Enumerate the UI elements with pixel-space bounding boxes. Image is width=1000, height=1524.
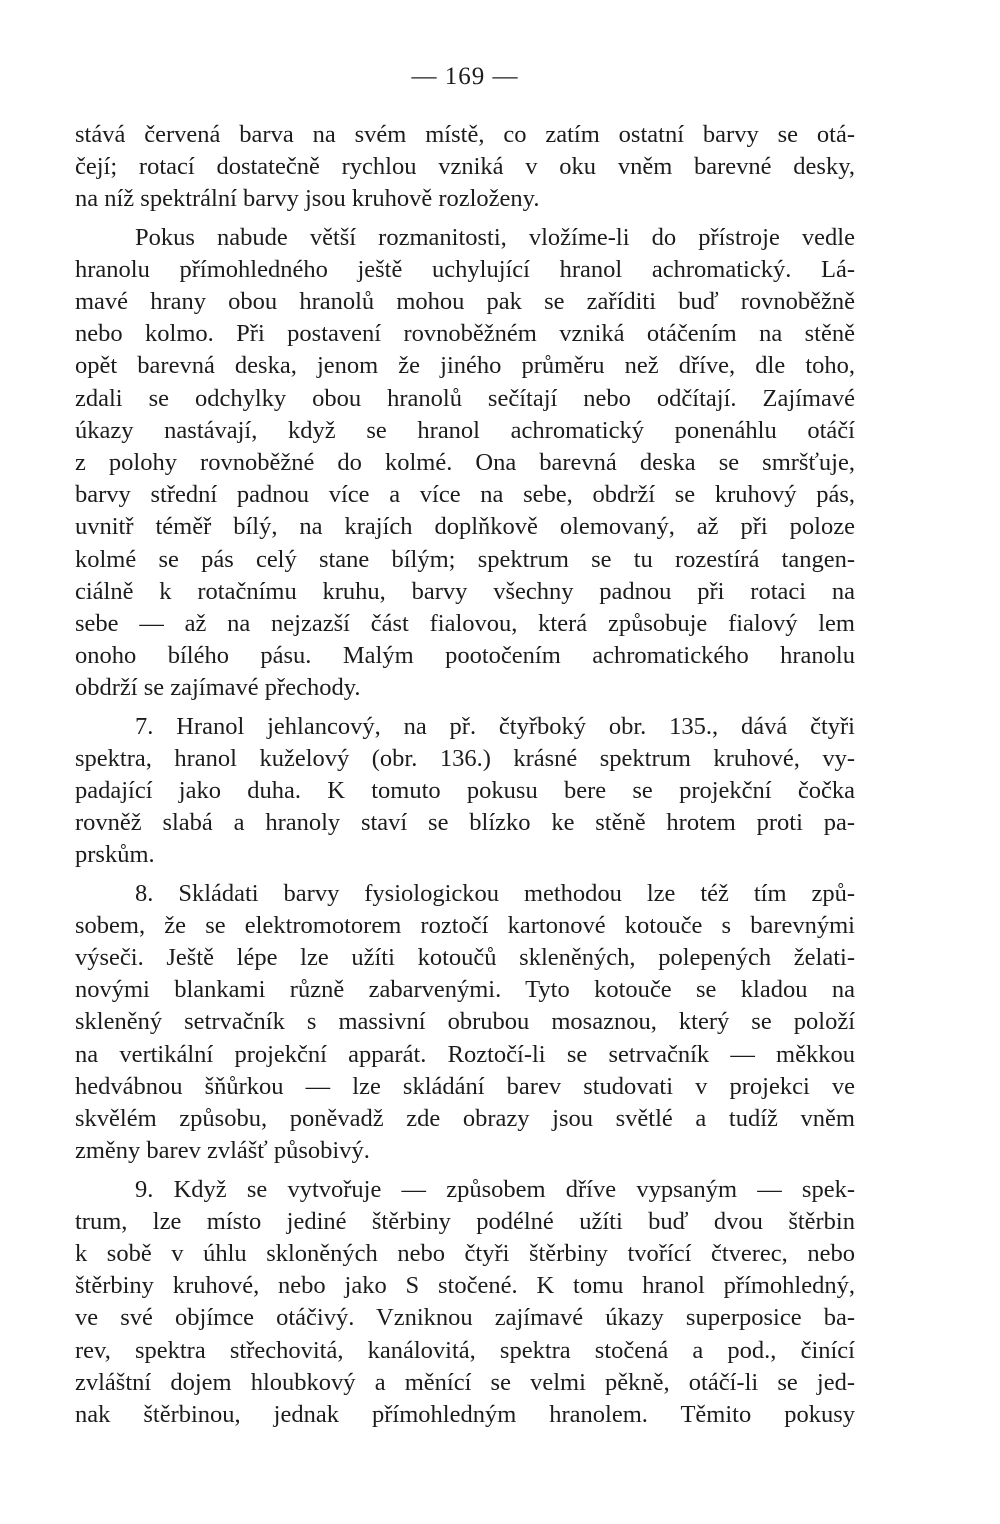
text-line: trum, lze místo jediné štěrbiny podélné užíti buď dvou štěrbin <box>75 1207 855 1235</box>
text-line: ve své objímce otáčivý. Vzniknou zajímavé úkazy superposice ba- <box>75 1304 855 1332</box>
paragraph-8 <box>75 878 855 1168</box>
text-line: úkazy nastávají, když se hranol achromatický ponenáhlu otáčí <box>75 416 855 444</box>
text-line: opět barevná deska, jenom že jiného průměru než dříve, dle toho, <box>75 352 855 380</box>
text-line: obdrží se zajímavé přechody. <box>75 674 361 702</box>
paragraph-2 <box>75 222 855 705</box>
text-line: čejí; rotací dostatečně rychlou vzniká v oku vněm barevné desky, <box>75 153 855 181</box>
text-line: mavé hrany obou hranolů mohou pak se zaříditi buď rovnoběžně <box>75 288 855 316</box>
text-line: hedvábnou šňůrkou — lze skládání barev studovati v projekci ve <box>75 1072 855 1100</box>
text-line: na vertikální projekční apparát. Roztočí-li se setrvačník — měkkou <box>75 1040 855 1068</box>
text-line: výseči. Ještě lépe lze užíti kotoučů skleněných, polepených želati- <box>75 944 855 972</box>
text-line: Pokus nabude větší rozmanitosti, vložíme-li do přístroje vedle <box>135 223 855 251</box>
text-line: zvláštní dojem hloubkový a měnící se velmi pěkně, otáčí-li se jed- <box>75 1368 855 1396</box>
text-line: hranolu přímohledného ještě uchylující hranol achromatický. Lá- <box>75 255 855 283</box>
text-line: zdali se odchylky obou hranolů sečítají nebo odčítají. Zajímavé <box>75 384 855 412</box>
text-line: skvělém způsobu, poněvadž zde obrazy jsou světlé a tudíž vněm <box>75 1105 855 1133</box>
text-line: sobem, že se elektromotorem roztočí kartonové kotouče s barevnými <box>75 911 855 939</box>
text-line: 9. Když se vytvořuje — způsobem dříve vypsaným — spek- <box>135 1175 855 1203</box>
text-line: uvnitř téměř bílý, na krajích doplňkově olemovaný, až při poloze <box>75 513 855 541</box>
text-line: prskům. <box>75 841 155 869</box>
text-line: skleněný setrvačník s massivní obrubou mosaznou, který se položí <box>75 1008 855 1036</box>
book-page <box>75 60 855 1431</box>
text-line: nebo kolmo. Při postavení rovnoběžném vzniká otáčením na stěně <box>75 320 855 348</box>
text-line: sebe — až na nejzazší část fialovou, která způsobuje fialový lem <box>75 610 855 638</box>
paragraph-1 <box>75 119 855 216</box>
text-line: nak štěrbinou, jednak přímohledným hranolem. Těmito pokusy <box>75 1400 855 1428</box>
text-line: na níž spektrální barvy jsou kruhově rozloženy. <box>75 185 540 213</box>
text-line: padající jako duha. K tomuto pokusu bere se projekční čočka <box>75 777 855 805</box>
text-line: spektra, hranol kuželový (obr. 136.) krásné spektrum kruhové, vy- <box>75 744 855 772</box>
text-line: rovněž slabá a hranoly staví se blízko ke stěně hrotem proti pa- <box>75 809 855 837</box>
text-line: změny barev zvlášť působivý. <box>75 1137 370 1165</box>
text-line: z polohy rovnoběžné do kolmé. Ona barevná deska se smršťuje, <box>75 449 855 477</box>
text-line: štěrbiny kruhové, nebo jako S stočené. K tomu hranol přímohledný, <box>75 1272 855 1300</box>
page-number: — 169 — <box>411 63 519 90</box>
text-line: kolmé se pás celý stane bílým; spektrum se tu rozestírá tangen- <box>75 545 855 573</box>
text-line: onoho bílého pásu. Malým pootočením achromatického hranolu <box>75 642 855 670</box>
text-line: 7. Hranol jehlancový, na př. čtyřboký obr. 135., dává čtyři <box>135 712 855 740</box>
text-line: k sobě v úhlu skloněných nebo čtyři štěrbiny tvořící čtverec, nebo <box>75 1239 855 1267</box>
text-line: 8. Skládati barvy fysiologickou methodou lze též tím způ- <box>135 879 855 907</box>
text-line: ciálně k rotačnímu kruhu, barvy všechny padnou při rotaci na <box>75 577 855 605</box>
paragraph-9 <box>75 1174 855 1432</box>
text-line: barvy střední padnou více a více na sebe, obdrží se kruhový pás, <box>75 481 855 509</box>
paragraph-7 <box>75 711 855 872</box>
text-line: stává červená barva na svém místě, co zatím ostatní barvy se otá- <box>75 121 855 148</box>
text-line: rev, spektra střechovitá, kanálovitá, spektra stočená a pod., činící <box>75 1336 855 1364</box>
text-line: novými blankami různě zabarvenými. Tyto kotouče se kladou na <box>75 976 855 1004</box>
